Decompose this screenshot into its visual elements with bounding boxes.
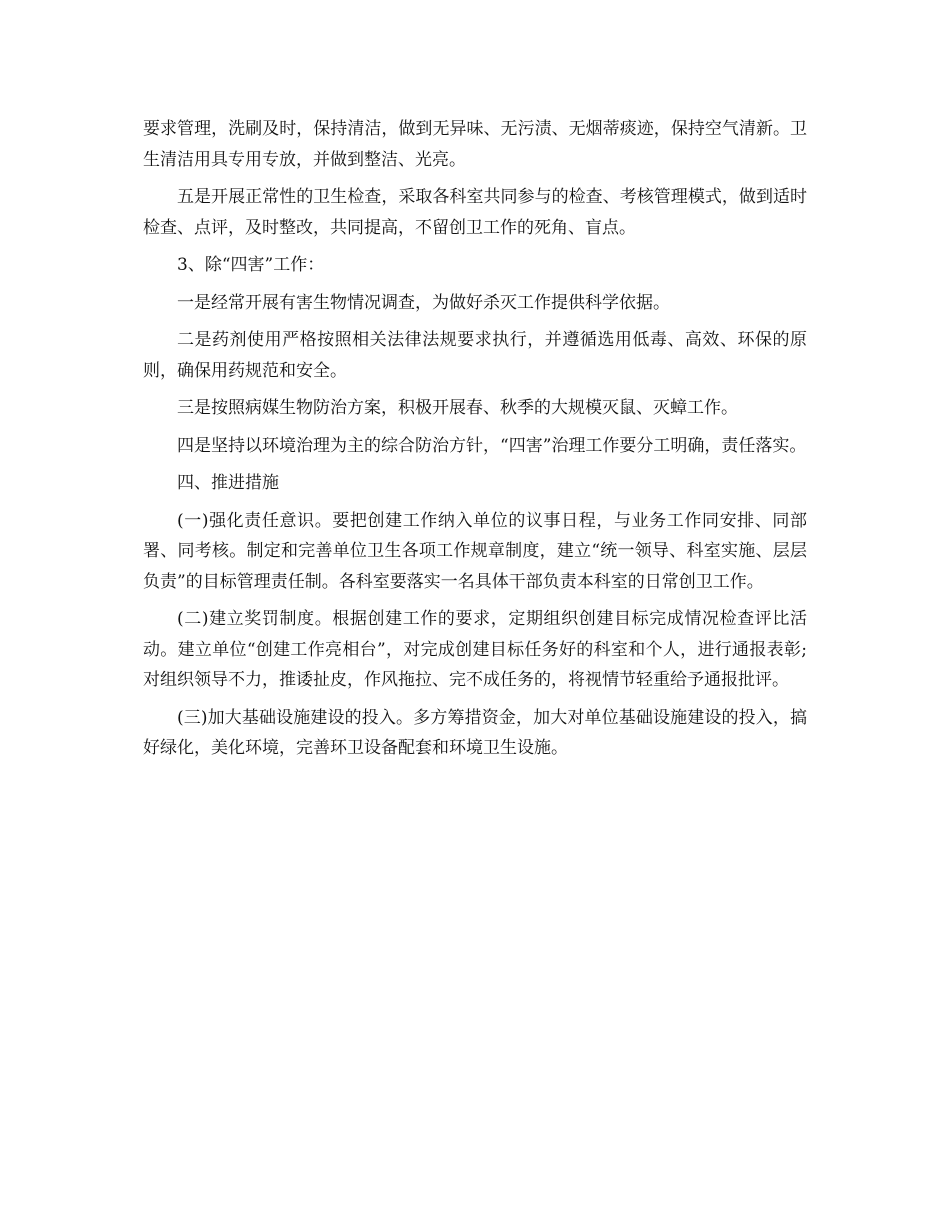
paragraph-3: 3、除“四害”工作： <box>177 255 325 275</box>
paragraph-5: 二是药剂使用严格按照相关法律法规要求执行，并遵循选用低毒、高效、环保的原则，确保用药规范和安全。 <box>143 330 807 381</box>
paragraph-1: 要求管理，洗刷及时，保持清洁，做到无异味、无污渍、无烟蒂痰迹，保持空气清新。卫生清洁用具专用专放，并做到整洁、光亮。 <box>143 119 807 170</box>
paragraph-9: (一)强化责任意识。要把创建工作纳入单位的议事日程，与业务工作同安排、同部署、同考核。制定和完善单位卫生各项工作规章制度，建立“统一领导、科室实施、层层负责”的目标管理责任制。各科室要落实一名具体干部负责本科室的日常创卫工作。 <box>143 510 807 592</box>
paragraph-10: (二)建立奖罚制度。根据创建工作的要求，定期组织创建目标完成情况检查评比活动。建立单位“创建工作亮相台”，对完成创建目标任务好的科室和个人，进行通报表彰;对组织领导不力，推诿扯皮，作风拖拉、完不成任务的，将视情节轻重给予通报批评。 <box>143 609 807 690</box>
section-heading: 四、推进措施 <box>177 473 279 493</box>
paragraph-6: 三是按照病媒生物防治方案，积极开展春、秋季的大规模灭鼠、灭蟑工作。 <box>177 398 738 418</box>
document-page <box>143 114 807 771</box>
paragraph-11: (三)加大基础设施建设的投入。多方筹措资金，加大对单位基础设施建设的投入，搞好绿化，美化环境，完善环卫设备配套和环境卫生设施。 <box>143 707 807 758</box>
paragraph-7: 四是坚持以环境治理为主的综合防治方针，“四害”治理工作要分工明确，责任落实。 <box>177 435 807 456</box>
paragraph-4: 一是经常开展有害生物情况调查，为做好杀灭工作提供科学依据。 <box>177 292 670 313</box>
paragraph-2: 五是开展正常性的卫生检查，采取各科室共同参与的检查、考核管理模式，做到适时检查、点评，及时整改，共同提高，不留创卫工作的死角、盲点。 <box>143 187 807 238</box>
